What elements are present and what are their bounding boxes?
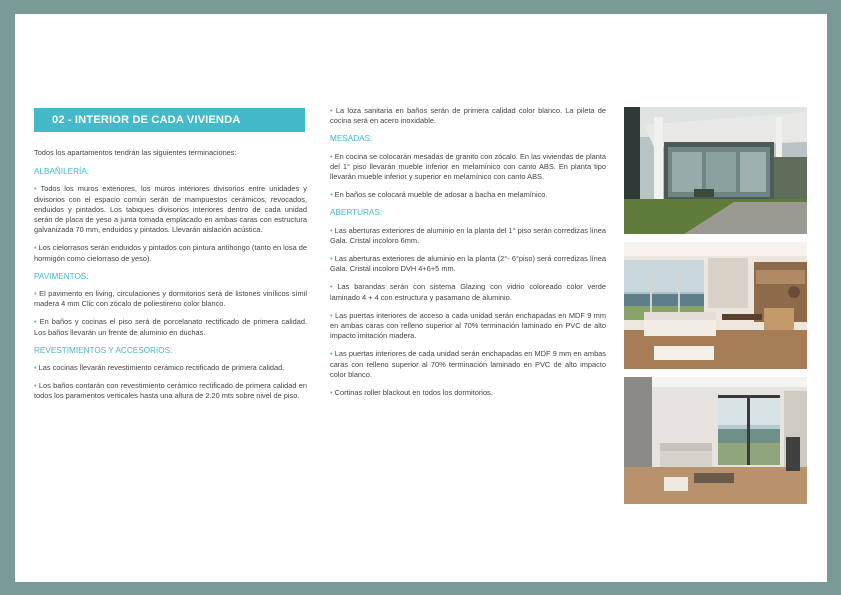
building-exterior-photo	[624, 107, 807, 234]
spec-paragraph: • Los baños contarán con revestimiento cerámico rectificado de primera calidad en todos los paramentos verticales hasta una altura de 2.20 mts sobre nivel de piso.	[34, 381, 307, 401]
bullet-icon: •	[330, 225, 333, 235]
bullet-icon: •	[330, 254, 333, 264]
photo-column	[624, 107, 807, 512]
spec-paragraph: • En cocina se colocarán mesadas de granito con zócalo. En las viviendas de planta del 1° piso llevarán mueble inferior en melamínico con canto ABS. En planta tipo llevarán mueble inferior y superior en melamínico con canto ABS.	[330, 151, 606, 182]
section-title: 02 - INTERIOR DE CADA VIVIENDA	[52, 114, 241, 126]
bullet-icon: •	[330, 106, 333, 115]
bullet-icon: •	[330, 388, 333, 398]
spec-paragraph: • Las puertas interiores de cada unidad serán enchapadas en MDF 9 mm en ambas caras con relleno superior al 70% terminación laminado en PVC de alto impacto color blanco.	[330, 349, 606, 379]
page-sheet	[15, 14, 827, 582]
revestimientos-section	[34, 346, 307, 402]
bullet-icon: •	[330, 310, 333, 320]
aberturas-section	[330, 208, 606, 398]
spec-paragraph: • Todos los muros exteriores, los muros interiores divisorios entre unidades y divisorios con el espacio común serán de mampuestos cerámicos, revocados, enduidos y pintados. Los tabiques divisorios interiores dentro de cada unidad serán de placa de yeso a junta tomada emplacado en ambas caras con estructura galvanizada 70 mm, enduidos y pintados. Llevarán aislación acústica.	[34, 184, 307, 235]
spec-paragraph: • El pavimento en living, circulaciones y dormitorios será de listones vinílicos símil madera 4 mm Clic con zócalo de poliestireno color blanco.	[34, 289, 307, 309]
bullet-icon: •	[330, 190, 333, 200]
left-column	[34, 108, 307, 410]
section-title-banner	[34, 108, 305, 132]
pavimentos-section	[34, 272, 307, 338]
spec-paragraph: • Las aberturas exteriores de aluminio en la planta del 1° piso serán corredizas línea Gala. Cristal incoloro 6mm.	[330, 225, 606, 245]
revestimientos-heading: REVESTIMIENTOS Y ACCESORIOS:	[34, 345, 173, 355]
spec-paragraph: • Las puertas interiores de acceso a cada unidad serán enchapadas en MDF 9 mm en ambas caras con relleno superior al 70% terminación laminado en PVC de alto impacto imitación madera.	[330, 310, 606, 341]
spec-paragraph: • Cortinas roller blackout en todos los dormitorios.	[330, 388, 493, 398]
spec-paragraph: • Las barandas serán con sistema Glazing con vidrio coloreado color verde laminado 4 + 4 con estructura y pasamano de aluminio.	[330, 282, 606, 302]
lounge-balcony-photo	[624, 377, 807, 504]
mesadas-section	[330, 134, 606, 200]
spec-paragraph: • En baños y cocinas el piso será de porcelanato rectificado de primera calidad. Los baños llevarán un frente de aluminio en duchas.	[34, 317, 307, 337]
intro-text: Todos los apartamentos tendrán las siguientes terminaciones:	[34, 148, 237, 157]
albanileria-section	[34, 167, 307, 264]
bullet-icon: •	[330, 282, 333, 292]
pavimentos-heading: PAVIMENTOS:	[34, 271, 89, 281]
spec-paragraph: • Las aberturas exteriores de aluminio en la planta (2°- 6°piso) será corredizas línea Gala. Cristal incoloro DVH 4+6+5 mm.	[330, 254, 606, 274]
bullet-icon: •	[34, 289, 37, 299]
bullet-icon: •	[34, 363, 37, 373]
spec-paragraph: • Las cocinas llevarán revestimiento cerámico rectificado de primera calidad.	[34, 363, 285, 373]
mesadas-heading: MESADAS:	[330, 134, 373, 144]
bullet-icon: •	[34, 184, 37, 194]
albanileria-heading: ALBAÑILERÍA:	[34, 167, 90, 177]
bullet-icon: •	[34, 243, 37, 253]
bullet-icon: •	[330, 151, 333, 161]
spec-paragraph: • La loza sanitaria en baños serán de primera calidad color blanco. La pileta de cocina será en acero inoxidable.	[330, 106, 607, 126]
spec-paragraph: • En baños se colocará mueble de adosar a bacha en melamínico.	[330, 190, 548, 200]
middle-column	[330, 106, 606, 406]
bullet-icon: •	[330, 349, 333, 359]
spec-paragraph: • Los cielorrasos serán enduidos y pintados con pintura antihongo (tanto en losa de hormigón como cielorraso de yeso).	[34, 243, 307, 263]
bullet-icon: •	[34, 317, 37, 327]
living-room-photo	[624, 242, 807, 369]
aberturas-heading: ABERTURAS:	[330, 208, 383, 218]
bullet-icon: •	[34, 381, 37, 391]
